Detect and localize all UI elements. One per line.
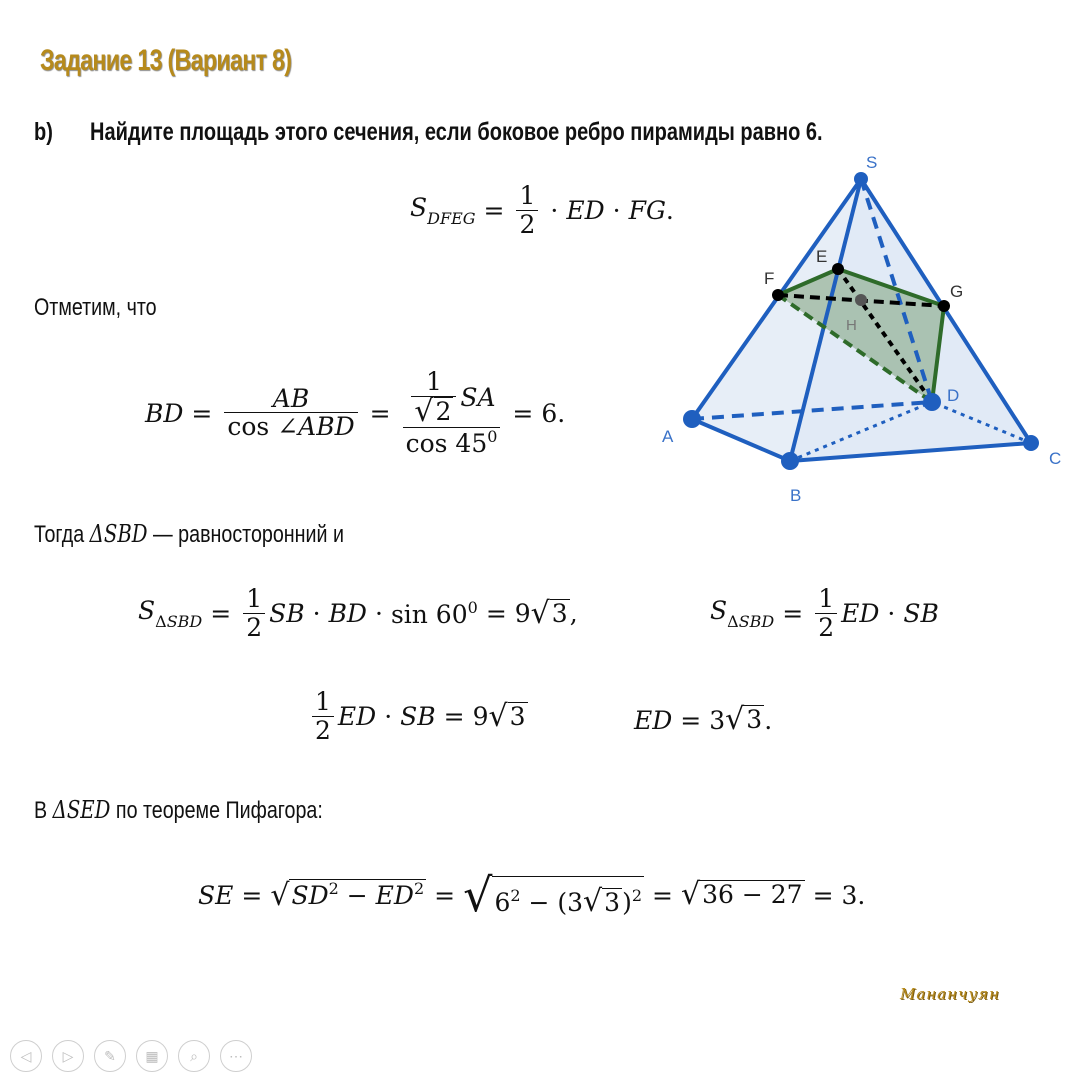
label-a: A — [662, 427, 674, 446]
point-s — [854, 172, 868, 186]
slideshow-nav — [10, 1040, 252, 1072]
arrow-right-icon: ▷ — [62, 1047, 74, 1064]
formula-ed-value: ED = 3 √ 3 . — [634, 702, 773, 737]
formula-ed-eq: $\frac{1}{2}$ ED · SB = 9 √ 3 — [308, 688, 528, 745]
magnifier-icon: ⌕ — [190, 1047, 198, 1064]
more-options-button[interactable] — [220, 1040, 252, 1072]
point-b — [781, 452, 799, 470]
prev-slide-button[interactable] — [10, 1040, 42, 1072]
formula-se: SE = √ $SD^2 - ED^2$ = √ $6^2 - (3$ √ 3 )$^2$ = √ 36 − 27 = 3. — [198, 868, 866, 922]
label-b: B — [790, 486, 802, 505]
label-g: G — [950, 282, 964, 301]
point-g — [938, 300, 950, 312]
point-f — [772, 289, 784, 301]
pythagoras-text — [34, 796, 323, 825]
formula-bd: BD = $\frac{AB}{\text{cos ∠ABD}}$ = 1 √ 2 SA $\cos 45^0$ = 6. — [145, 367, 566, 459]
in-suffix: по теореме Пифагора: — [110, 797, 323, 824]
then-suffix: — равносторонний и — [147, 521, 344, 548]
in-triangle: ΔSED — [52, 796, 111, 824]
point-d — [923, 393, 941, 411]
then-triangle: ΔSBD — [89, 520, 148, 548]
in-prefix: В — [34, 797, 53, 824]
task-text: Найдите площадь этого сечения, если боковое ребро пирамиды равно 6. — [90, 118, 823, 146]
label-c: C — [1049, 449, 1062, 468]
formula-area-sbd-1: $S_{\Delta SBD}$ = $\frac{1}{2}$ SB · BD · $\sin 60^0$ = 9 √ 3 , — [138, 584, 578, 642]
all-slides-button[interactable] — [136, 1040, 168, 1072]
next-slide-button[interactable] — [52, 1040, 84, 1072]
slide-title: Задание 13 (Вариант 8) — [40, 44, 292, 77]
label-s: S — [866, 153, 878, 172]
then-prefix: Тогда — [34, 521, 90, 548]
point-h — [855, 294, 867, 306]
point-c — [1023, 435, 1039, 451]
author-signature: Мананчуян — [900, 985, 1000, 1003]
pen-tool-button[interactable] — [94, 1040, 126, 1072]
label-f: F — [764, 269, 775, 288]
ellipsis-icon: ⋯ — [229, 1047, 243, 1064]
pyramid-figure — [652, 150, 1072, 520]
point-a — [683, 410, 701, 428]
task-marker: b) — [34, 118, 53, 146]
formula-area-dfeg: $S_{DFEG}$ = $\frac{1}{2}$ · ED · FG . — [410, 181, 674, 239]
grid-icon: ▦ — [145, 1047, 159, 1064]
point-e — [832, 263, 844, 275]
label-d: D — [947, 386, 960, 405]
then-text — [34, 520, 344, 549]
label-h: H — [846, 317, 857, 334]
task-statement — [34, 118, 823, 147]
arrow-left-icon: ◁ — [20, 1047, 32, 1064]
zoom-button[interactable] — [178, 1040, 210, 1072]
note-text: Отметим, что — [34, 294, 157, 321]
pen-icon: ✎ — [104, 1047, 116, 1064]
label-e: E — [816, 247, 828, 266]
formula-area-sbd-2: $S_{\Delta SBD}$ = $\frac{1}{2}$ ED · SB — [710, 584, 939, 642]
